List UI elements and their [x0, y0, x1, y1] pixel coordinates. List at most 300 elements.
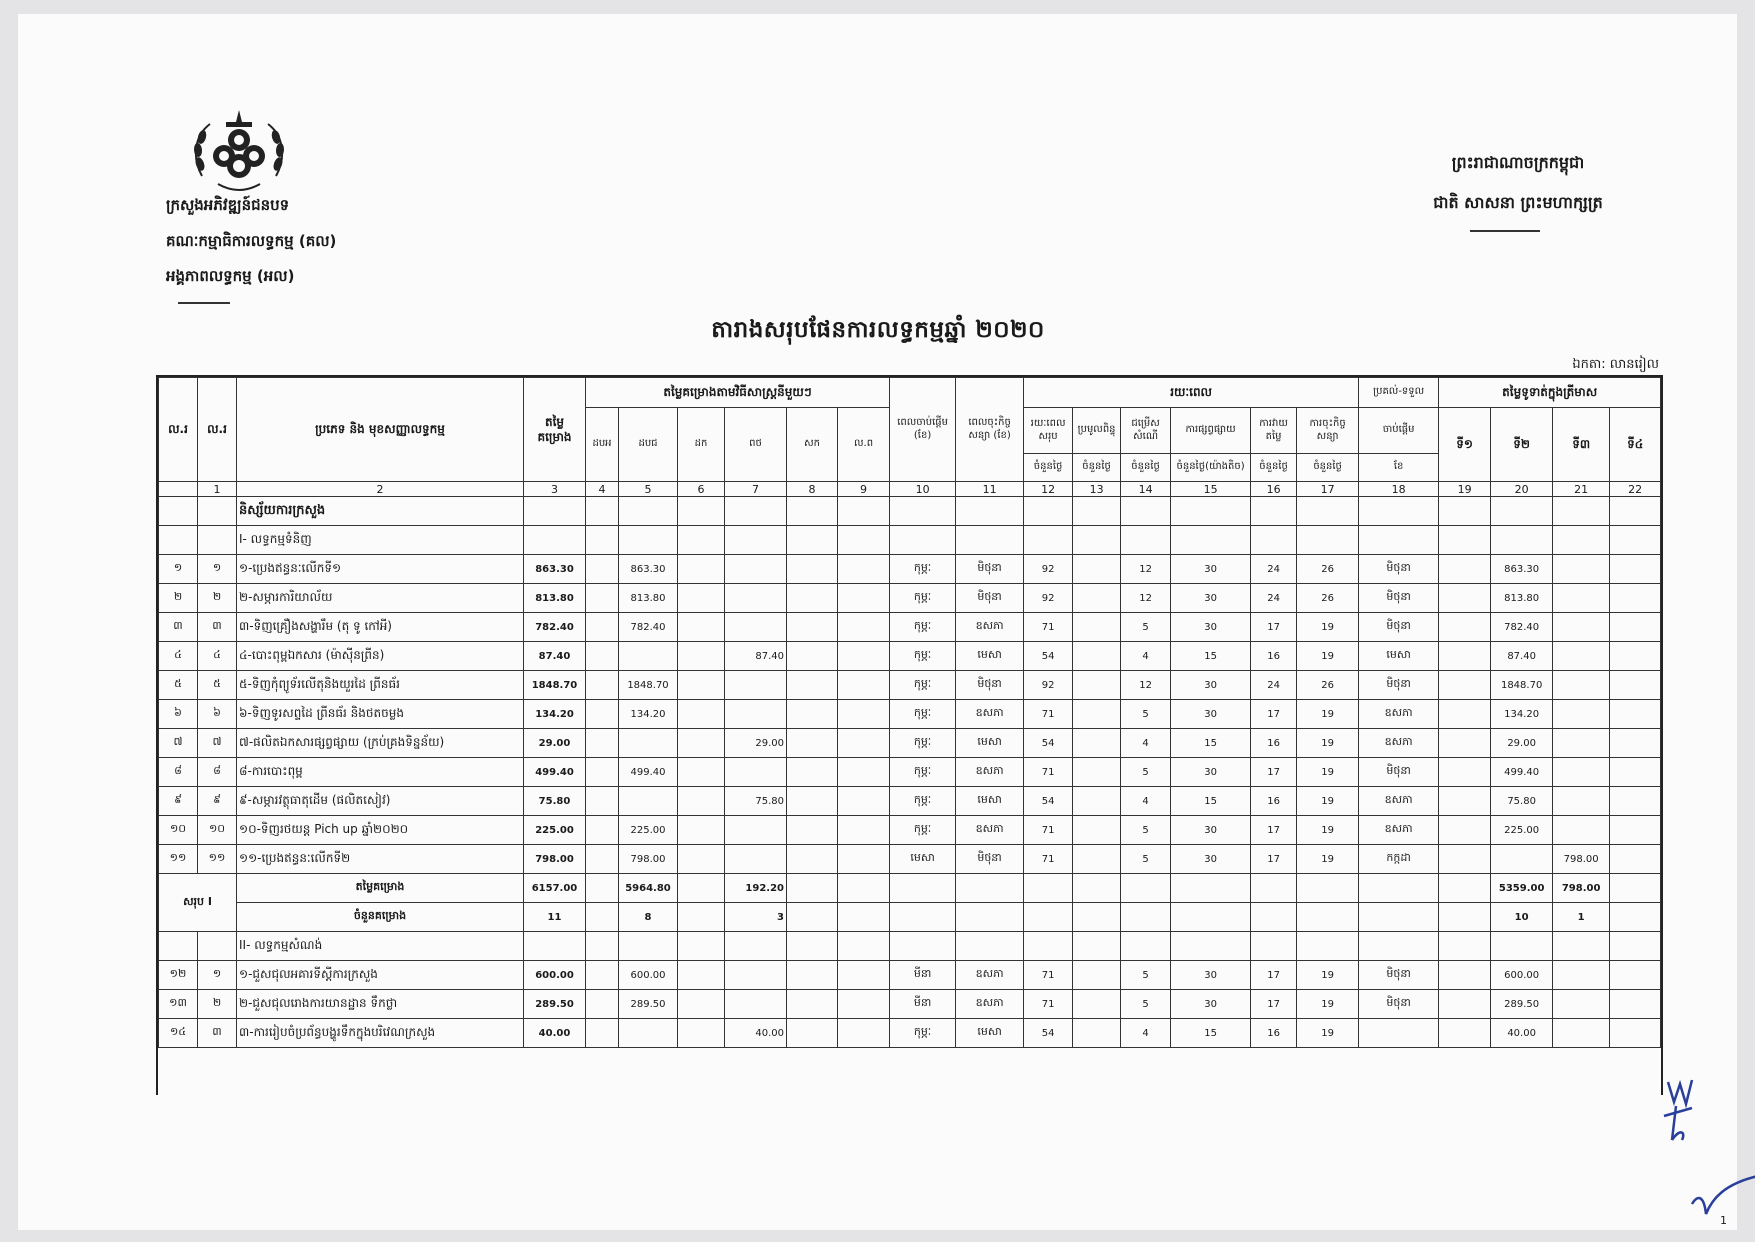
col-header-proposal: ជម្រើសសំណើ: [1121, 408, 1171, 454]
method-rfq: [725, 555, 787, 584]
total-days: 54: [1024, 729, 1073, 758]
total-days: 92: [1024, 671, 1073, 700]
q4: [1610, 787, 1661, 816]
publicity-days: 30: [1171, 816, 1251, 845]
evaluation-days: 17: [1251, 961, 1297, 990]
m6: [838, 816, 890, 845]
publicity-days: 30: [1171, 961, 1251, 990]
publicity-days: 30: [1171, 613, 1251, 642]
item-name: ១០-ទិញរថយន្ត Pich up ឆ្នាំ២០២០: [237, 816, 524, 845]
row-sub-number: ៦: [198, 700, 237, 729]
subtotal-m2: 5964.80: [619, 874, 678, 903]
document-page: [18, 14, 1737, 1230]
procurement-unit-name: អង្គភាពលទ្ធកម្ម (អល): [166, 267, 295, 285]
method-ncb: [619, 642, 678, 671]
q4: [1610, 555, 1661, 584]
row-sub-number: ១១: [198, 845, 237, 874]
sign-month: ឧសភា: [956, 816, 1024, 845]
start-month: កុម្ភៈ: [890, 584, 956, 613]
quarter-2-value: 782.40: [1491, 613, 1553, 642]
contract-days: 26: [1297, 584, 1359, 613]
quarter-3-value: [1553, 758, 1610, 787]
contract-days: 19: [1297, 845, 1359, 874]
method-rfq: [725, 816, 787, 845]
quarter-3-value: [1553, 613, 1610, 642]
col-header-days-min: ចំនួនថ្ងៃ(យ៉ាងតិច): [1171, 454, 1251, 482]
item-price: 1848.70: [524, 671, 586, 700]
quarter-2-value: 225.00: [1491, 816, 1553, 845]
delivery-month: ឧសភា: [1359, 816, 1439, 845]
proposal-days: 12: [1121, 555, 1171, 584]
q4: [1610, 961, 1661, 990]
proposal-days: 5: [1121, 758, 1171, 787]
evaluation-days: 17: [1251, 700, 1297, 729]
item-name: ២-សម្ភារការិយាល័យ: [237, 584, 524, 613]
row-number: ២: [159, 584, 198, 613]
subtotal-price: 6157.00: [524, 874, 586, 903]
subtotal-m4: 192.20: [725, 874, 787, 903]
q4: [1610, 729, 1661, 758]
m3: [678, 555, 725, 584]
quarter-2-value: [1491, 845, 1553, 874]
start-month: កុម្ភៈ: [890, 555, 956, 584]
method-ncb: 600.00: [619, 961, 678, 990]
currency-unit: ឯកតា: លានរៀល: [1572, 357, 1659, 372]
col-header-sign-month: ពេលចុះកិច្ចសន្យា (ខែ): [956, 378, 1024, 482]
row-number: ១៣: [159, 990, 198, 1019]
q1: [1439, 1019, 1491, 1048]
m5: [787, 700, 838, 729]
contract-days: 19: [1297, 816, 1359, 845]
method-rfq: 75.80: [725, 787, 787, 816]
subtotal-price-label: តម្លៃគម្រោង: [237, 874, 524, 903]
section-row: [159, 526, 1661, 555]
scoring-days: [1073, 729, 1121, 758]
row-number: ៦: [159, 700, 198, 729]
row-number: ១១: [159, 845, 198, 874]
method-rfq: [725, 584, 787, 613]
publicity-days: 30: [1171, 584, 1251, 613]
column-number: 18: [1359, 482, 1439, 497]
delivery-month: ឧសភា: [1359, 700, 1439, 729]
publicity-days: 15: [1171, 729, 1251, 758]
column-number: 1: [198, 482, 237, 497]
item-name: ៣-ការរៀបចំប្រព័ន្ធបង្ហូរទឹកក្នុងបរិវេណក្រសួង: [237, 1019, 524, 1048]
method-rfq: 29.00: [725, 729, 787, 758]
scoring-days: [1073, 845, 1121, 874]
m6: [838, 642, 890, 671]
col-header-quarter: តម្លៃទូទាត់ក្នុងត្រីមាស: [1439, 378, 1661, 408]
method-rfq: [725, 758, 787, 787]
row-sub-number: ២: [198, 584, 237, 613]
m1: [586, 613, 619, 642]
column-number: 6: [678, 482, 725, 497]
q4: [1610, 584, 1661, 613]
item-name: ៧-ផលិតឯកសារផ្សព្វផ្សាយ (ក្រប់គ្រងទិន្នន័យ): [237, 729, 524, 758]
subtotal-count-row: [159, 903, 1661, 932]
m1: [586, 816, 619, 845]
column-number-row: [159, 482, 1661, 497]
delivery-month: ឧសភា: [1359, 787, 1439, 816]
col-header-delivery: ប្រគល់-ទទួល: [1359, 378, 1439, 408]
q4: [1610, 1019, 1661, 1048]
col-header-est-price: តម្លៃ គម្រោង: [524, 378, 586, 482]
m3: [678, 671, 725, 700]
q1: [1439, 613, 1491, 642]
quarter-2-value: 499.40: [1491, 758, 1553, 787]
sign-month: មេសា: [956, 729, 1024, 758]
m1: [586, 845, 619, 874]
evaluation-days: 16: [1251, 729, 1297, 758]
col-header-delivery-start: ចាប់ផ្តើម: [1359, 408, 1439, 454]
item-name: ១-ជួសជុលអគារទីស្តីការក្រសួង: [237, 961, 524, 990]
evaluation-days: 24: [1251, 584, 1297, 613]
column-number: 12: [1024, 482, 1073, 497]
table-row: [159, 555, 1661, 584]
delivery-month: មិថុនា: [1359, 990, 1439, 1019]
delivery-month: មិថុនា: [1359, 961, 1439, 990]
delivery-month: [1359, 1019, 1439, 1048]
subtotal-count-q3: 1: [1553, 903, 1610, 932]
table-row: [159, 584, 1661, 613]
quarter-2-value: 289.50: [1491, 990, 1553, 1019]
column-number: 5: [619, 482, 678, 497]
m5: [787, 642, 838, 671]
column-number: 10: [890, 482, 956, 497]
sign-month: ឧសភា: [956, 961, 1024, 990]
row-number: ១០: [159, 816, 198, 845]
m3: [678, 961, 725, 990]
m6: [838, 555, 890, 584]
column-number: 7: [725, 482, 787, 497]
procurement-plan-table: [156, 375, 1663, 1095]
m5: [787, 584, 838, 613]
col-header-q4: ទី៤: [1610, 408, 1661, 482]
sign-month: ឧសភា: [956, 613, 1024, 642]
quarter-3-value: [1553, 787, 1610, 816]
publicity-days: 30: [1171, 700, 1251, 729]
m6: [838, 729, 890, 758]
m5: [787, 961, 838, 990]
column-number: 15: [1171, 482, 1251, 497]
item-price: 863.30: [524, 555, 586, 584]
column-number: 19: [1439, 482, 1491, 497]
m5: [787, 1019, 838, 1048]
quarter-3-value: [1553, 729, 1610, 758]
total-days: 54: [1024, 642, 1073, 671]
col-header-days: ចំនួនថ្ងៃ: [1297, 454, 1359, 482]
column-number: 21: [1553, 482, 1610, 497]
quarter-2-value: 134.20: [1491, 700, 1553, 729]
quarter-3-value: [1553, 584, 1610, 613]
sign-month: មិថុនា: [956, 555, 1024, 584]
item-price: 134.20: [524, 700, 586, 729]
m6: [838, 845, 890, 874]
evaluation-days: 24: [1251, 555, 1297, 584]
m3: [678, 816, 725, 845]
scoring-days: [1073, 555, 1121, 584]
item-price: 75.80: [524, 787, 586, 816]
q1: [1439, 961, 1491, 990]
subtotal-label: សរុប I: [159, 874, 237, 932]
quarter-3-value: [1553, 1019, 1610, 1048]
m3: [678, 700, 725, 729]
col-header-q1: ទី១: [1439, 408, 1491, 482]
column-number: 14: [1121, 482, 1171, 497]
sign-month: មេសា: [956, 642, 1024, 671]
quarter-3-value: 798.00: [1553, 845, 1610, 874]
start-month: កុម្ភៈ: [890, 787, 956, 816]
publicity-days: 15: [1171, 1019, 1251, 1048]
m3: [678, 729, 725, 758]
col-header-duration: រយៈពេល: [1024, 378, 1359, 408]
subtotal-price-row: [159, 874, 1661, 903]
publicity-days: 15: [1171, 642, 1251, 671]
m3: [678, 613, 725, 642]
quarter-2-value: 75.80: [1491, 787, 1553, 816]
table-row: [159, 990, 1661, 1019]
delivery-month: មេសា: [1359, 642, 1439, 671]
publicity-days: 30: [1171, 671, 1251, 700]
col-header-delivery-month: ខែ: [1359, 454, 1439, 482]
evaluation-days: 17: [1251, 990, 1297, 1019]
col-header-m6: ល.ព: [838, 408, 890, 482]
m6: [838, 758, 890, 787]
m3: [678, 584, 725, 613]
scoring-days: [1073, 642, 1121, 671]
subtotal-q3: 798.00: [1553, 874, 1610, 903]
q1: [1439, 758, 1491, 787]
quarter-3-value: [1553, 555, 1610, 584]
sign-month: ឧសភា: [956, 758, 1024, 787]
q4: [1610, 642, 1661, 671]
item-price: 225.00: [524, 816, 586, 845]
section-goods-title: I- លទ្ធកម្មទំនិញ: [237, 526, 524, 555]
publicity-days: 30: [1171, 555, 1251, 584]
proposal-days: 4: [1121, 787, 1171, 816]
col-header-methods: តម្លៃគម្រោងតាមវិធីសាស្ត្រនីមួយៗ: [586, 378, 890, 408]
publicity-days: 30: [1171, 845, 1251, 874]
m1: [586, 584, 619, 613]
committee-name: គណៈកម្មាធិការលទ្ធកម្ម (គល): [166, 232, 337, 250]
method-ncb: [619, 1019, 678, 1048]
contract-days: 19: [1297, 758, 1359, 787]
start-month: មីនា: [890, 990, 956, 1019]
method-ncb: [619, 729, 678, 758]
quarter-2-value: 40.00: [1491, 1019, 1553, 1048]
m1: [586, 990, 619, 1019]
q4: [1610, 758, 1661, 787]
contract-days: 26: [1297, 671, 1359, 700]
method-ncb: 813.80: [619, 584, 678, 613]
m6: [838, 1019, 890, 1048]
table-row: [159, 961, 1661, 990]
quarter-2-value: 87.40: [1491, 642, 1553, 671]
sign-month: មេសា: [956, 1019, 1024, 1048]
q1: [1439, 787, 1491, 816]
proposal-days: 12: [1121, 584, 1171, 613]
quarter-2-value: 863.30: [1491, 555, 1553, 584]
contract-days: 19: [1297, 1019, 1359, 1048]
m5: [787, 816, 838, 845]
item-price: 798.00: [524, 845, 586, 874]
item-price: 87.40: [524, 642, 586, 671]
column-number: [159, 482, 198, 497]
ministry-emblem-icon: [188, 106, 290, 198]
col-header-start-month: ពេលចាប់ផ្តើម (ខែ): [890, 378, 956, 482]
row-sub-number: ៣: [198, 613, 237, 642]
scoring-days: [1073, 787, 1121, 816]
q1: [1439, 845, 1491, 874]
row-number: ៧: [159, 729, 198, 758]
row-number: ១២: [159, 961, 198, 990]
table-row: [159, 729, 1661, 758]
m6: [838, 613, 890, 642]
m6: [838, 671, 890, 700]
m5: [787, 613, 838, 642]
total-days: 71: [1024, 845, 1073, 874]
quarter-2-value: 813.80: [1491, 584, 1553, 613]
method-ncb: 1848.70: [619, 671, 678, 700]
delivery-month: មិថុនា: [1359, 613, 1439, 642]
row-number: ៩: [159, 787, 198, 816]
column-number: 11: [956, 482, 1024, 497]
m1: [586, 758, 619, 787]
q4: [1610, 845, 1661, 874]
evaluation-days: 16: [1251, 787, 1297, 816]
scoring-days: [1073, 758, 1121, 787]
col-header-q3: ទី៣: [1553, 408, 1610, 482]
col-header-total-duration: រយៈពេល សរុប: [1024, 408, 1073, 454]
total-days: 54: [1024, 787, 1073, 816]
left-divider: [178, 302, 230, 304]
sign-month: មិថុនា: [956, 584, 1024, 613]
row-sub-number: ១: [198, 555, 237, 584]
row-sub-number: ៧: [198, 729, 237, 758]
proposal-days: 5: [1121, 613, 1171, 642]
table-row: [159, 1019, 1661, 1048]
row-sub-number: ៨: [198, 758, 237, 787]
m5: [787, 729, 838, 758]
column-number: 22: [1610, 482, 1661, 497]
section-row: [159, 932, 1661, 961]
sign-month: ឧសភា: [956, 700, 1024, 729]
item-name: ៨-ការបោះពុម្ព: [237, 758, 524, 787]
q1: [1439, 700, 1491, 729]
column-number: 17: [1297, 482, 1359, 497]
subtotal-count-m4: 3: [725, 903, 787, 932]
total-days: 54: [1024, 1019, 1073, 1048]
kingdom-title: ព្រះរាជាណាចក្រកម្ពុជា: [1451, 153, 1585, 172]
contract-days: 19: [1297, 613, 1359, 642]
scoring-days: [1073, 613, 1121, 642]
row-number: ១: [159, 555, 198, 584]
item-name: ៥-ទិញកុំព្យូទ័រលើតុនិងយួរដៃ ព្រីនធ័រ: [237, 671, 524, 700]
contract-days: 19: [1297, 990, 1359, 1019]
m1: [586, 729, 619, 758]
item-price: 813.80: [524, 584, 586, 613]
m1: [586, 642, 619, 671]
total-days: 71: [1024, 700, 1073, 729]
item-name: ៣-ទិញគ្រឿងសង្ហារឹម (តុ ទូ កៅអី): [237, 613, 524, 642]
proposal-days: 5: [1121, 961, 1171, 990]
column-number: 9: [838, 482, 890, 497]
delivery-month: ឧសភា: [1359, 729, 1439, 758]
table-row: [159, 613, 1661, 642]
method-ncb: 134.20: [619, 700, 678, 729]
sign-month: មេសា: [956, 787, 1024, 816]
evaluation-days: 17: [1251, 613, 1297, 642]
subtotal-count-label: ចំនួនគម្រោង: [237, 903, 524, 932]
table-row: [159, 758, 1661, 787]
quarter-3-value: [1553, 990, 1610, 1019]
row-number: ៥: [159, 671, 198, 700]
col-header-contract: ការចុះកិច្ចសន្យា: [1297, 408, 1359, 454]
contract-days: 26: [1297, 555, 1359, 584]
publicity-days: 30: [1171, 990, 1251, 1019]
col-header-days: ចំនួនថ្ងៃ: [1024, 454, 1073, 482]
sign-month: មិថុនា: [956, 845, 1024, 874]
method-ncb: 225.00: [619, 816, 678, 845]
proposal-days: 12: [1121, 671, 1171, 700]
m5: [787, 555, 838, 584]
contract-days: 19: [1297, 700, 1359, 729]
col-header-publicity: ការផ្សព្វផ្សាយ: [1171, 408, 1251, 454]
row-number: ៨: [159, 758, 198, 787]
column-number: 2: [237, 482, 524, 497]
contract-days: 19: [1297, 787, 1359, 816]
m5: [787, 990, 838, 1019]
scoring-days: [1073, 584, 1121, 613]
start-month: កុម្ភៈ: [890, 1019, 956, 1048]
row-sub-number: ១០: [198, 816, 237, 845]
start-month: កុម្ភៈ: [890, 642, 956, 671]
evaluation-days: 16: [1251, 642, 1297, 671]
subtotal-count-m2: 8: [619, 903, 678, 932]
column-number: 13: [1073, 482, 1121, 497]
total-days: 92: [1024, 584, 1073, 613]
method-rfq: [725, 990, 787, 1019]
col-header-evaluation: ការវាយតម្លៃ: [1251, 408, 1297, 454]
quarter-3-value: [1553, 961, 1610, 990]
evaluation-days: 17: [1251, 758, 1297, 787]
m5: [787, 758, 838, 787]
quarter-2-value: 29.00: [1491, 729, 1553, 758]
method-rfq: [725, 700, 787, 729]
quarter-2-value: 600.00: [1491, 961, 1553, 990]
column-number: 3: [524, 482, 586, 497]
start-month: មីនា: [890, 961, 956, 990]
proposal-days: 5: [1121, 700, 1171, 729]
table-row: [159, 700, 1661, 729]
method-rfq: [725, 613, 787, 642]
column-number: 20: [1491, 482, 1553, 497]
q1: [1439, 555, 1491, 584]
row-number: ៤: [159, 642, 198, 671]
table-row: [159, 787, 1661, 816]
start-month: កុម្ភៈ: [890, 816, 956, 845]
col-header-m4: ពថ: [725, 408, 787, 482]
scoring-days: [1073, 816, 1121, 845]
ministry-name: ក្រសួងអភិវឌ្ឍន៍ជនបទ: [166, 196, 290, 214]
method-ncb: 863.30: [619, 555, 678, 584]
row-sub-number: ៩: [198, 787, 237, 816]
col-header-m2: ដបជ: [619, 408, 678, 482]
national-motto: ជាតិ សាសនា ព្រះមហាក្សត្រ: [1433, 193, 1603, 212]
col-header-days: ចំនួនថ្ងៃ: [1073, 454, 1121, 482]
start-month: កុម្ភៈ: [890, 758, 956, 787]
scoring-days: [1073, 961, 1121, 990]
